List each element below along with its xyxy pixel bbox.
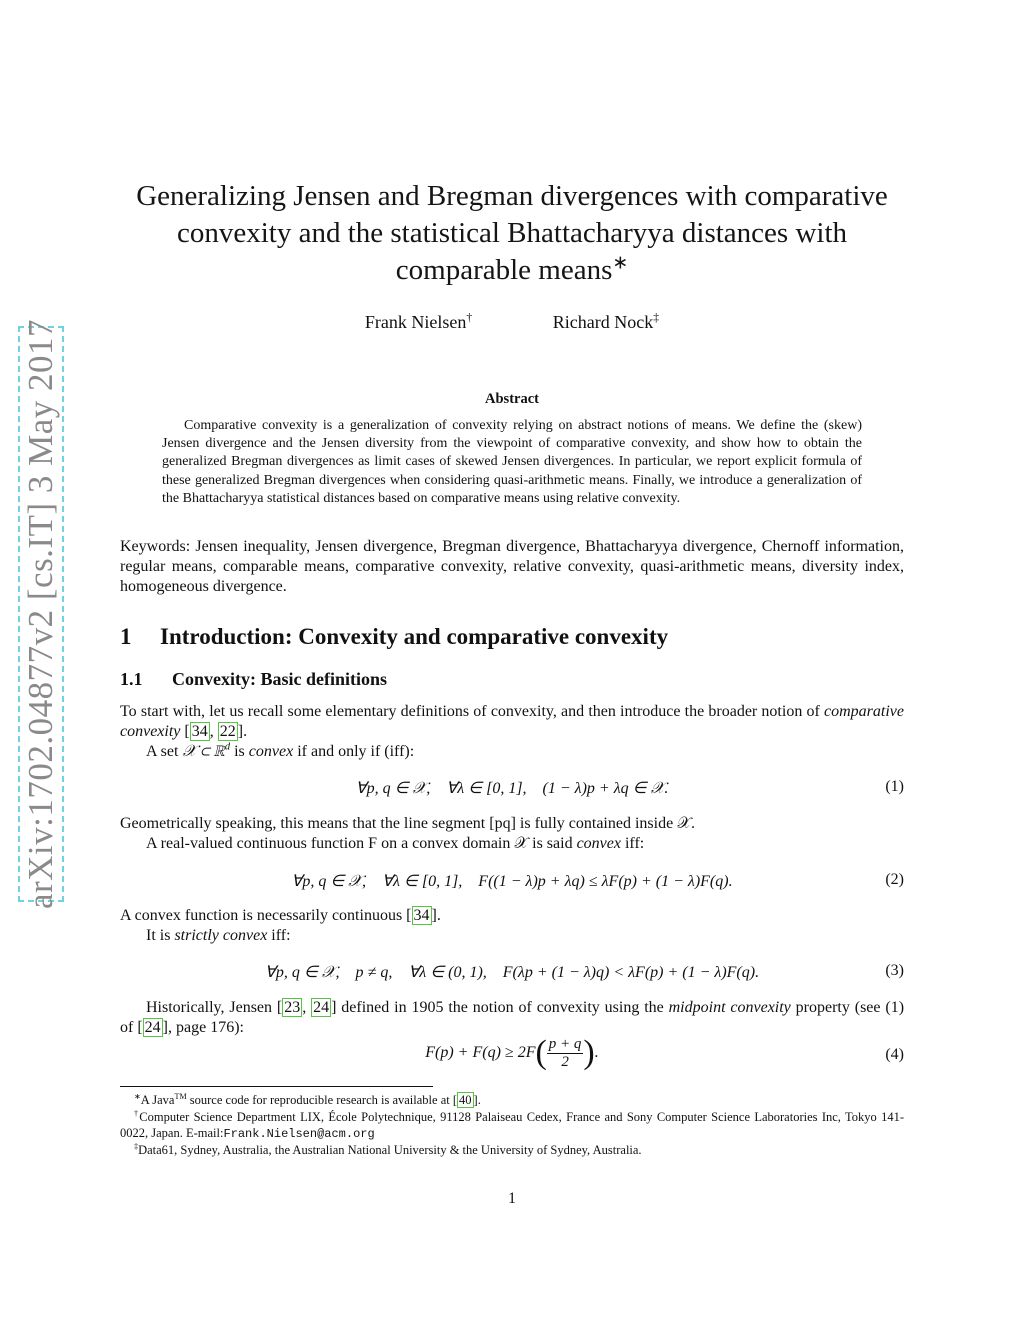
- paragraph-geometric: Geometrically speaking, this means that the line segment [pq] is fully contained inside 𝒳.: [120, 815, 695, 832]
- email-link[interactable]: Frank.Nielsen@acm.org: [223, 1127, 375, 1141]
- equation-number: (2): [885, 871, 904, 888]
- equation-number: (3): [885, 962, 904, 979]
- keywords: Keywords: Jensen inequality, Jensen divergence, Bregman divergence, Bhattacharyya divergence, Chernoff information, regular means, comparable means, comparative convexity, relative convexity, quasi-arithmetic means, diversity index, homogeneous divergence.: [120, 538, 904, 595]
- equation-1: ∀p, q ∈ 𝒳, ∀λ ∈ [0, 1], (1 − λ)p + λq ∈ 𝒳. (1): [355, 778, 904, 797]
- paper-title: [120, 178, 904, 289]
- equation-number: (4): [885, 1046, 904, 1063]
- arxiv-id: arXiv:1702.04877v2 [cs.IT] 3 May 2017: [21, 318, 61, 910]
- equation-2: ∀p, q ∈ 𝒳, ∀λ ∈ [0, 1], F((1 − λ)p + λq) ≤ λF(p) + (1 − λ)F(q). (2): [291, 871, 904, 890]
- footnote-1: ∗A Java™ source code for reproducible research is available at [ 40 ].: [134, 1091, 481, 1107]
- citation-link[interactable]: 34: [413, 907, 430, 924]
- abstract-body: Comparative convexity is a generalization of convexity relying on abstract notions of means. We define the (skew) Jensen divergence and the Jensen diversity from the viewpoint of comparative convexity, and show how to obtain the generalized Bregman divergences as limit cases of skewed Jensen divergences. In particular, we report explicit formula of these generalized Bregman divergences when considering quasi-arithmetic means. Finally, we introduce a generalization of the Bhattacharyya statistical distances based on comparative means using relative convexity.: [162, 418, 862, 506]
- author-2: Richard Nock‡: [552, 311, 660, 332]
- fraction: $\frac{p + q}{2}$: [548, 1035, 582, 1070]
- citation-link[interactable]: 23: [284, 999, 301, 1016]
- equation-3: ∀p, q ∈ 𝒳, p ≠ q, ∀λ ∈ (0, 1), F(λp + (1 − λ)q) < λF(p) + (1 − λ)F(q). (3): [264, 962, 904, 981]
- equation-4: F(p) + F(q) ≥ 2F( $\frac{p + q}{2}$ ). (4): [425, 1034, 904, 1071]
- citation-link[interactable]: 34: [191, 723, 208, 740]
- paragraph-strict: It is strictly convex iff:: [146, 927, 291, 944]
- paragraph-historical: Historically, Jensen [ 23 , 24 ] defined in 1905 the notion of convexity using the midpoint convexity property (see (1) of [ 24 ], page 176):: [120, 999, 905, 1036]
- author-list: [120, 312, 904, 333]
- footnote-2: †Computer Science Department LIX, École Polytechnique, 91128 Palaiseau Cedex, France and Sony Computer Science Laboratories Inc, Tokyo 141-0022, Japan. E-mail:Frank.Nielsen@acm.org: [120, 1108, 905, 1141]
- page-number: 1: [508, 1190, 516, 1207]
- citation-link[interactable]: 40: [459, 1093, 472, 1107]
- equation-number: (1): [885, 778, 904, 795]
- paragraph-convex-set: A set 𝒳 ⊂ ℝ$^d$ is convex if and only if (iff):: [146, 741, 415, 760]
- footnote-rule: [120, 1086, 433, 1087]
- abstract-heading: Abstract: [485, 391, 539, 407]
- title-line-1: Generalizing Jensen and Bregman divergences with comparative: [136, 180, 888, 212]
- citation-link[interactable]: 24: [144, 1019, 161, 1036]
- citation-link[interactable]: 24: [313, 999, 330, 1016]
- paragraph-convex-function: A real-valued continuous function F on a convex domain 𝒳 is said convex iff:: [146, 835, 645, 852]
- paragraph-intro: To start with, let us recall some elementary definitions of convexity, and then introduce the broader notion of comparative convexity [ 34 , 22 ].: [120, 703, 904, 740]
- subsection-heading-1-1: 1.1 Convexity: Basic definitions: [120, 669, 388, 689]
- citation-link[interactable]: 22: [219, 723, 236, 740]
- section-heading-1: 1 Introduction: Convexity and comparative convexity: [120, 624, 669, 649]
- title-line-2: convexity and the statistical Bhattacharyya distances with: [176, 217, 848, 249]
- author-1: Frank Nielsen†: [364, 311, 473, 332]
- arxiv-stamp[interactable]: [18, 318, 64, 910]
- footnote-3: ‡Data61, Sydney, Australia, the Australian National University & the University of Sydney, Australia.: [134, 1141, 642, 1157]
- paragraph-continuity: A convex function is necessarily continuous [ 34 ].: [120, 907, 441, 924]
- title-line-3: comparable means∗: [395, 252, 629, 286]
